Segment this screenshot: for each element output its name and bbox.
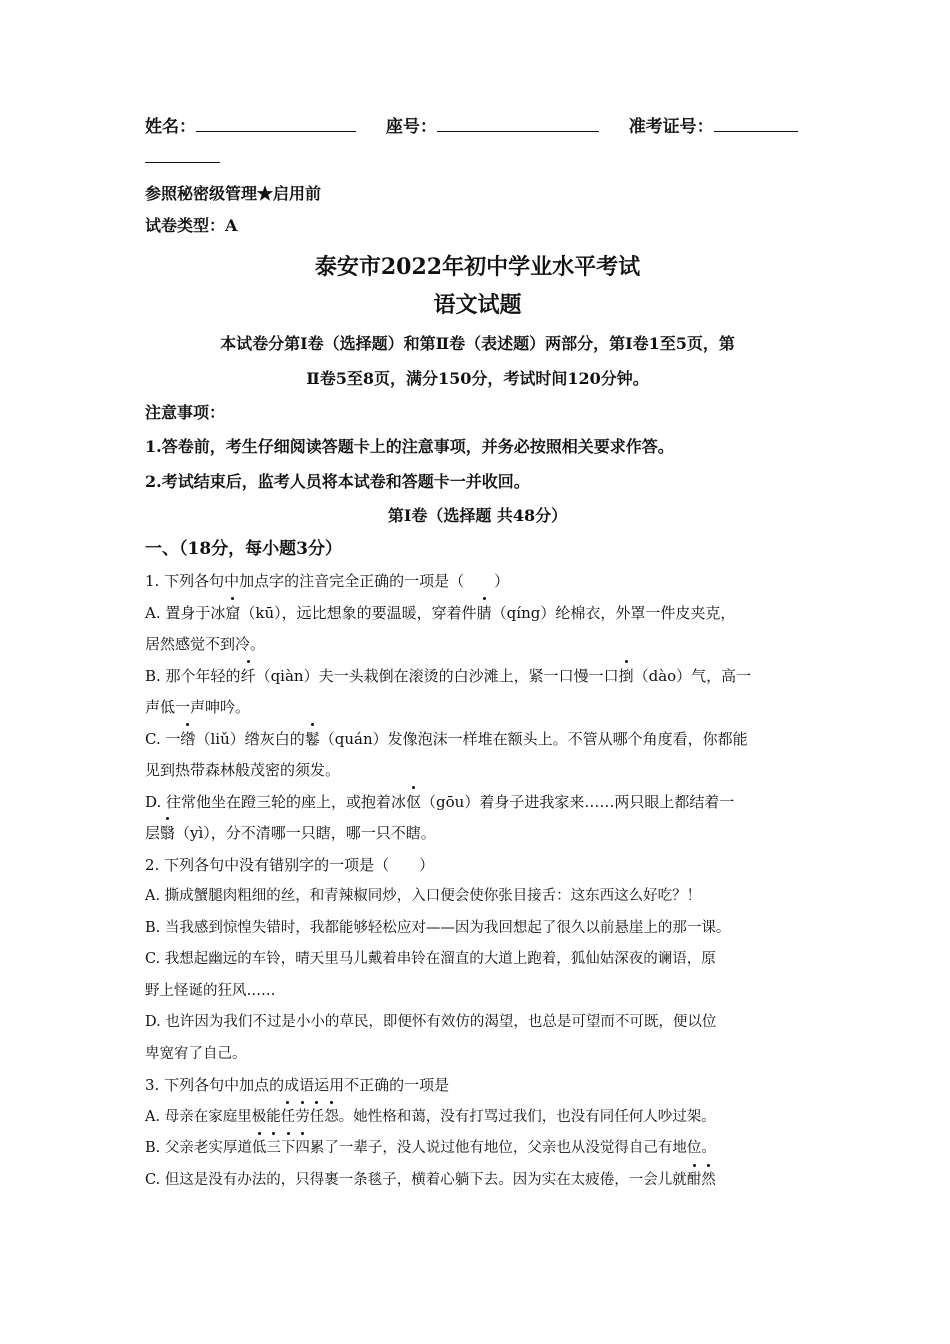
q1-option-a: A. 置身于冰窟（kū），远比想象的要温暖，穿着件腈（qíng）纶棉衣，外罩一件皮夹克， [145,598,810,630]
emphasis-char: 然 [701,1165,716,1197]
q3-b-idiom [252,1140,310,1156]
ticket-blank [714,113,798,132]
emphasis-char: 三 [266,1133,281,1165]
q2-option-a: A. 撕成蟹腿肉粗细的丝，和青辣椒同炒，入口便会使你张目接舌：这东西这么好吃？！ [145,888,702,904]
notes-item-2: 2.考试结束后，监考人员将本试卷和答题卡一并收回。 [145,472,530,491]
q1-option-c-cont: 见到热带森林般茂密的须发。 [145,761,341,779]
q2-option-b: B. 当我感到惊惶失错时，我都能够轻松应对——因为我回想起了很久以前悬崖上的那一课。 [145,919,731,936]
group-title: 一、（18分，每小题3分） [145,539,342,559]
q2-option-d: D. 也许因为我们不过是小小的草民，即便怀有效仿的渴望，也总是可望而不可既，便以位 [145,1014,717,1030]
q1-option-d-cont: 层翳（yì），分不清哪一只瞎，哪一只不瞎。 [145,818,810,850]
q2-stem: 2. 下列各句中没有错别字的一项是（ ） [145,855,435,874]
q3-option-b: B. 父亲老实厚道低三下四累了一辈子，没人说过他有地位，父亲也从没觉得自己有地位。 [145,1133,810,1165]
intro-line-2: Ⅱ卷5至8页，满分150分，考试时间120分钟。 [306,369,649,388]
q2-option-d-cont: 卑宽宥了自己。 [145,1045,247,1062]
q2-option-c: C. 我想起幽远的车铃，晴天里马儿戴着串铃在溜直的大道上跑着，狐仙姑深夜的谰语，原 [145,951,716,967]
seat-blank [437,113,599,132]
ticket-blank-continued [145,144,810,178]
q2-option-c-cont: 野上怪诞的狂风…… [145,982,276,999]
name-label: 姓名： [145,117,196,137]
ticket-label: 准考证号： [628,117,714,137]
q3-option-c: C. 但这是没有办法的，只得裹一条毯子，横着心躺下去。因为实在太疲倦，一会儿就酣然 [145,1165,810,1197]
exam-title: 泰安市2022年初中学业水平考试 [314,254,641,280]
notes-heading: 注意事项： [145,403,226,422]
emphasis-char: 劳 [295,1102,310,1134]
q1-stem: 1. 下列各句中加点字的注音完全正确的一项是（ ） [145,572,510,590]
q1-option-b: B. 那个年轻的纤（qiàn）夫一头栽倒在滚烫的白沙滩上，紧一口慢一口捯（dào）气，高一 [145,661,810,693]
q3-option-a: A. 母亲在家庭里极能任劳任怨。她性格和蔼，没有打骂过我们，也没有同任何人吵过架。 [145,1102,810,1134]
emphasis-char: 任 [310,1102,325,1134]
emphasis-char: 下 [281,1133,296,1165]
notes-item-1: 1.答卷前，考生仔细阅读答题卡上的注意事项，并务必按照相关要求作答。 [145,437,674,456]
candidate-info-row [145,110,810,144]
q1-option-b-cont: 声低一声呻吟。 [145,698,251,716]
q1-option-d: D. 往常他坐在蹬三轮的座上，或抱着冰伛（gōu）着身子进我家来……两只眼上都结着一 [145,787,810,819]
emphasis-char: 四 [295,1133,310,1165]
intro-line-1: 本试卷分第Ⅰ卷（选择题）和第Ⅱ卷（表述题）两部分，第Ⅰ卷1至5页，第 [220,334,735,353]
q3-c-idiom [687,1172,716,1188]
q1-option-c: C. 一绺（liǔ）绺灰白的鬈（quán）发像泡沫一样堆在额头上。不管从哪个角度看，你都能 [145,724,810,756]
secret-note: 参照秘密级管理★启用前 [145,184,322,203]
emphasis-char: 酣 [687,1165,702,1197]
q3-a-idiom [281,1109,339,1125]
part-title: 第Ⅰ卷（选择题 共48分） [387,506,568,525]
emphasis-char: 怨 [324,1102,339,1134]
emphasis-char: 任 [281,1102,296,1134]
exam-page [145,110,810,1196]
q3-stem: 3. 下列各句中加点的成语运用不正确的一项是 [145,1076,450,1094]
name-blank [196,113,356,132]
exam-subtitle: 语文试题 [433,292,522,318]
seat-label: 座号： [385,117,437,137]
emphasis-char: 低 [252,1133,267,1165]
q1-option-a-cont: 居然感觉不到冷。 [145,635,266,653]
paper-type: 试卷类型：A [145,216,238,235]
